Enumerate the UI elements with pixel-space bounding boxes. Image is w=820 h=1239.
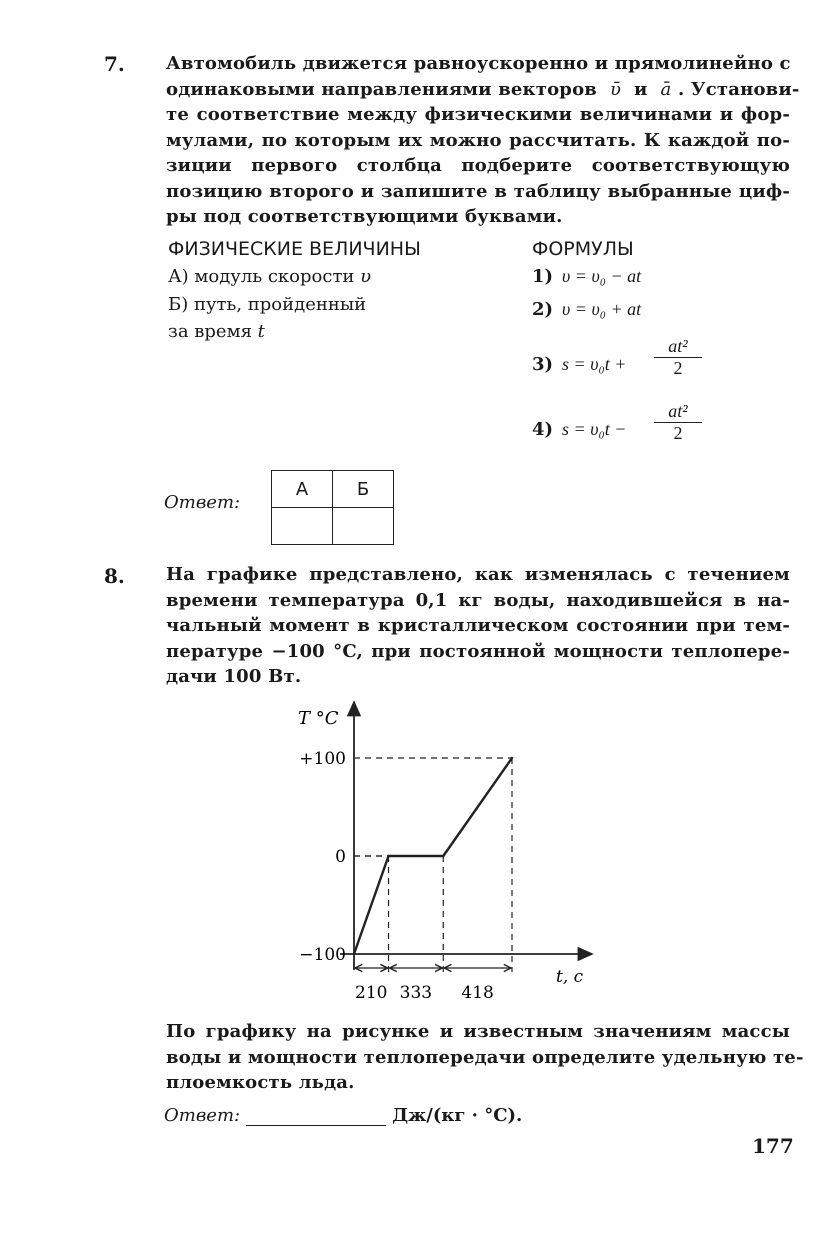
vector-v: ῡ <box>609 78 622 100</box>
question-7-number: 7. <box>104 52 125 76</box>
answer-table-header-b: Б <box>333 471 394 508</box>
q8-task-line-2: воды и мощности теплопередачи определите удельную те- <box>166 1046 804 1068</box>
q7-line-5: зиции первого столбца подберите соответствующую <box>166 155 790 176</box>
q7-line-3: те соответствие между физическими величинами и фор- <box>166 104 790 125</box>
question-8-text <box>166 562 790 690</box>
y-tick-label: 0 <box>335 847 346 867</box>
column-2-heading: ФОРМУЛЫ <box>532 238 634 260</box>
formula-3: 3) s = υ₀t + <box>532 354 627 375</box>
q8-line-4: пературе −100 °C, при постоянной мощности теплопере- <box>166 640 790 662</box>
q8-line-1: На графике представлено, как изменялась с течением <box>166 564 790 585</box>
item-b-line-1: Б) путь, пройденный <box>168 294 367 315</box>
item-b-line-2: за время t <box>168 321 265 342</box>
y-tick-labels <box>299 749 346 965</box>
formula-4-fraction: $\frac{\text{at²}}{2}$ <box>654 401 702 444</box>
formula-1: 1) υ = υ₀ − at <box>532 266 642 287</box>
column-1-heading: ФИЗИЧЕСКИЕ ВЕЛИЧИНЫ <box>168 238 421 260</box>
q7-line-2: одинаковыми направлениями векторов ῡ и ā . Установи- <box>166 78 800 100</box>
q8-answer-row: Ответ: Дж/(кг · °C). <box>164 1105 523 1126</box>
x-axis-label: t, c <box>556 967 584 987</box>
y-tick-label: +100 <box>299 749 346 769</box>
answer-table-header-a: А <box>272 471 333 508</box>
answer-cell-b[interactable] <box>333 508 394 545</box>
temperature-curve <box>354 758 512 954</box>
page-number: 177 <box>752 1134 794 1158</box>
answer-cell-a[interactable] <box>272 508 333 545</box>
q8-task-line-3: плоемкость льда. <box>166 1072 355 1093</box>
q8-answer-input[interactable] <box>246 1105 386 1126</box>
time-intervals <box>355 968 511 1003</box>
q7-line-6: позицию второго и запишите в таблицу выбранные циф- <box>166 180 790 202</box>
question-8-task <box>166 1019 804 1096</box>
interval-label: 210 <box>355 983 388 1003</box>
item-a: А) модуль скорости υ <box>168 266 372 287</box>
question-7-text <box>166 51 800 230</box>
formula-3-fraction: $\frac{\text{at²}}{2}$ <box>654 336 702 379</box>
q7-answer-label: Ответ: <box>164 492 241 513</box>
formula-2: 2) υ = υ₀ + at <box>532 299 642 320</box>
q7-line-1: Автомобиль движется равноускоренно и прямолинейно с <box>166 53 791 74</box>
q8-line-2: времени температура 0,1 кг воды, находившейся в на- <box>166 589 790 611</box>
question-8-number: 8. <box>104 564 125 588</box>
q7-line-7: ры под соответствующими буквами. <box>166 206 563 227</box>
interval-label: 333 <box>399 983 433 1003</box>
answer-table <box>271 470 394 545</box>
curve-segment <box>443 758 512 856</box>
q8-task-line-1: По графику на рисунке и известным значениям массы <box>166 1021 790 1042</box>
vector-a: ā <box>660 78 672 100</box>
guide-lines <box>354 758 512 972</box>
interval-label: 418 <box>461 983 494 1003</box>
formula-4: 4) s = υ₀t − <box>532 419 627 440</box>
curve-segment <box>354 856 389 954</box>
q8-line-3: чальный момент в кристаллическом состоянии при тем- <box>166 615 790 636</box>
q8-line-5: дачи 100 Вт. <box>166 666 302 687</box>
y-tick-label: −100 <box>299 945 346 965</box>
q7-line-4: мулами, по которым их можно рассчитать. К каждой по- <box>166 129 790 151</box>
y-axis-label: T °C <box>298 708 339 729</box>
